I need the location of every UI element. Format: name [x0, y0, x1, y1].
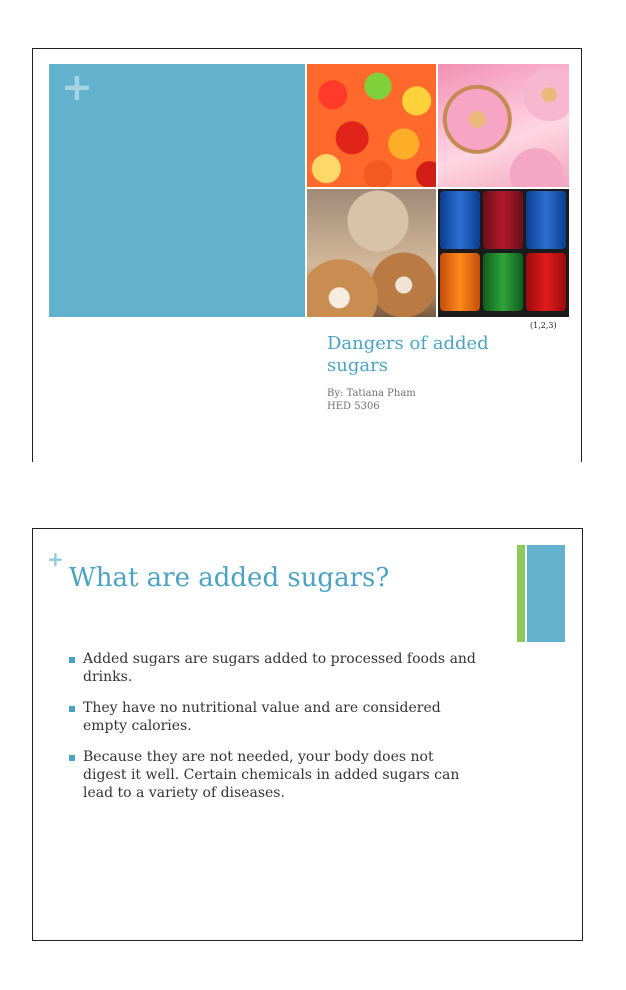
pastries-photo — [307, 189, 436, 317]
plus-icon: + — [47, 547, 64, 571]
image-citation: (1,2,3) — [530, 321, 557, 330]
slide-subtitle — [327, 387, 416, 413]
slide-title: Dangers of added sugars — [327, 333, 489, 376]
title-slide — [32, 48, 582, 462]
bullet-text: Added sugars are sugars added to processed foods and drinks. — [83, 651, 476, 685]
soda-can — [483, 191, 523, 249]
bullet-list — [69, 650, 479, 815]
sugary-foods-collage — [307, 64, 569, 317]
gummy-bears-photo — [307, 64, 436, 187]
accent-blue-bar — [527, 545, 565, 642]
soda-can — [440, 191, 480, 249]
square-bullet-icon — [69, 706, 75, 712]
soda-can — [526, 191, 566, 249]
soda-can — [440, 253, 480, 311]
square-bullet-icon — [69, 657, 75, 663]
soda-can — [526, 253, 566, 311]
course-line: HED 5306 — [327, 401, 380, 412]
accent-green-bar — [517, 545, 525, 642]
square-bullet-icon — [69, 755, 75, 761]
list-item — [69, 748, 479, 802]
slide-title: What are added sugars? — [69, 563, 390, 593]
author-line: By: Tatiana Pham — [327, 388, 416, 399]
donuts-photo — [438, 64, 569, 187]
bullet-text: Because they are not needed, your body does not digest it well. Certain chemicals in added sugars can lead to a variety of diseases. — [83, 749, 460, 801]
plus-icon: + — [61, 65, 93, 109]
soda-can — [483, 253, 523, 311]
list-item — [69, 699, 479, 735]
bullet-text: They have no nutritional value and are considered empty calories. — [83, 700, 441, 734]
list-item — [69, 650, 479, 686]
content-slide — [32, 528, 583, 941]
accent-blue-panel — [49, 64, 305, 317]
soda-cans-photo — [438, 189, 569, 317]
